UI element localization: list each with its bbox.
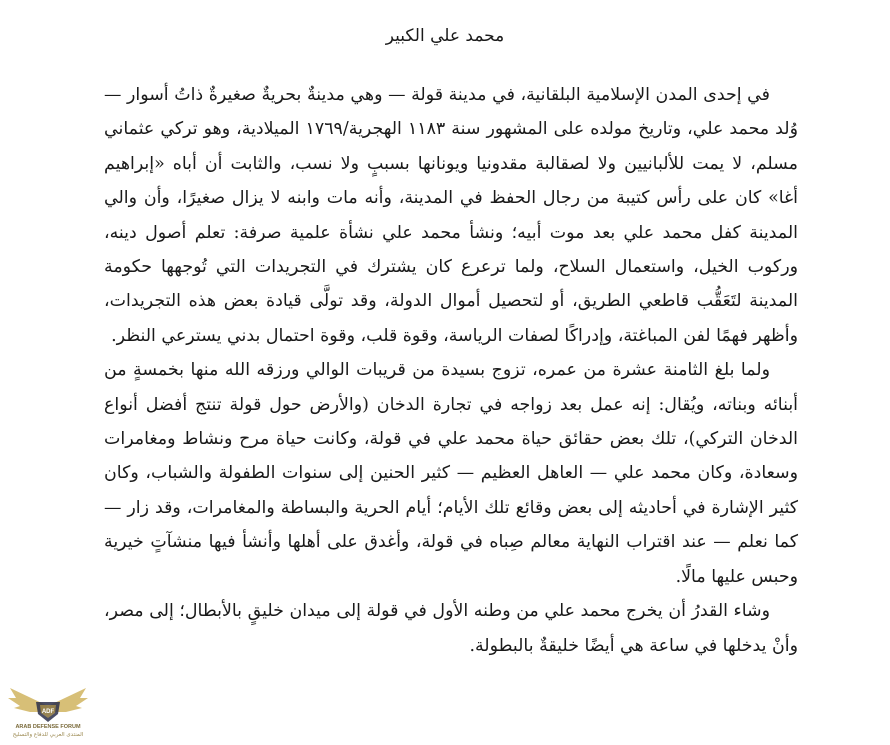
svg-text:ADF: ADF <box>41 709 55 715</box>
forum-watermark-logo <box>6 684 90 742</box>
eagle-wings-icon <box>6 684 90 726</box>
book-text <box>104 78 798 663</box>
running-header: محمد علي الكبير <box>385 26 505 46</box>
watermark-name: ARAB DEFENSE FORUM <box>15 724 81 730</box>
watermark-tagline: المنتدى العربي للدفاع والتسليح <box>12 732 84 738</box>
paragraph-1: في إحدى المدن الإسلامية البلقانية، في مدينة قولة — وهي مدينةٌ بحريةٌ صغيرةٌ ذاتُ أسوار — وُلد محمد علي، وتاريخ مولده على المشهور سنة ١١٨٣ الهجرية/١٧٦٩ الميلادية، وهو تركي عثماني مسلم، لا يمت للألبانيين ولا لصقالبة مقدونيا ويونانها بسببٍ ولا نسب، والثابت أن أباه «إبراهيم أغا» كان على رأس كتيبة من رجال الحفظ في المدينة، وأنه مات وابنه لا يزال صغيرًا، وأن والي المدينة كفل محمد علي بعد موت أبيه؛ ونشأ محمد علي نشأة علمية صرفة: تعلم أصول دينه، وركوب الخيل، واستعمال السلاح، ولما ترعرع كان يشترك في التجريدات التي تُوجهها حكومة المدينة لتَعَقُّب قاطعي الطريق، أو لتحصيل أموال الدولة، وقد تولَّى قيادة بعض هذه التجريدات، وأظهر فهمًا لفن المباغتة، وإدراكًا لصفات الرياسة، وقوة قلب، وقوة احتمال بدني يسترعي النظر. <box>104 85 798 346</box>
paragraph-2: ولما بلغ الثامنة عشرة من عمره، تزوج بسيدة من قريبات الوالي ورزقه الله منها بخمسةٍ من أبنائه وبناته، ويُقال: إنه عمل بعد زواجه في تجارة الدخان (والأرض حول قولة تنتج أفضل أنواع الدخان التركي)، تلك بعض حقائق حياة محمد علي في قولة، وكانت حياة مرح ونشاط ومغامرات وسعادة، وكان محمد علي — العاهل العظيم — كثير الحنين إلى سنوات الطفولة والشباب، وكان كثير الإشارة في أحاديثه إلى بعض وقائع تلك الأيام؛ أيام الحرية والبساطة والمغامرات، وقد زار — كما نعلم — عند اقتراب النهاية معالم صِباه في قولة، وأغدق على أهلها وأنشأ فيها منشآتٍ خيرية وحبس عليها مالًا. <box>104 360 798 587</box>
paragraph-3: وشاء القدرُ أن يخرج محمد علي من وطنه الأول في قولة إلى ميدان خليقٍ بالأبطال؛ إلى مصر، وأنْ يدخلها في ساعة هي أيضًا خليقةٌ بالبطولة. <box>104 601 798 656</box>
